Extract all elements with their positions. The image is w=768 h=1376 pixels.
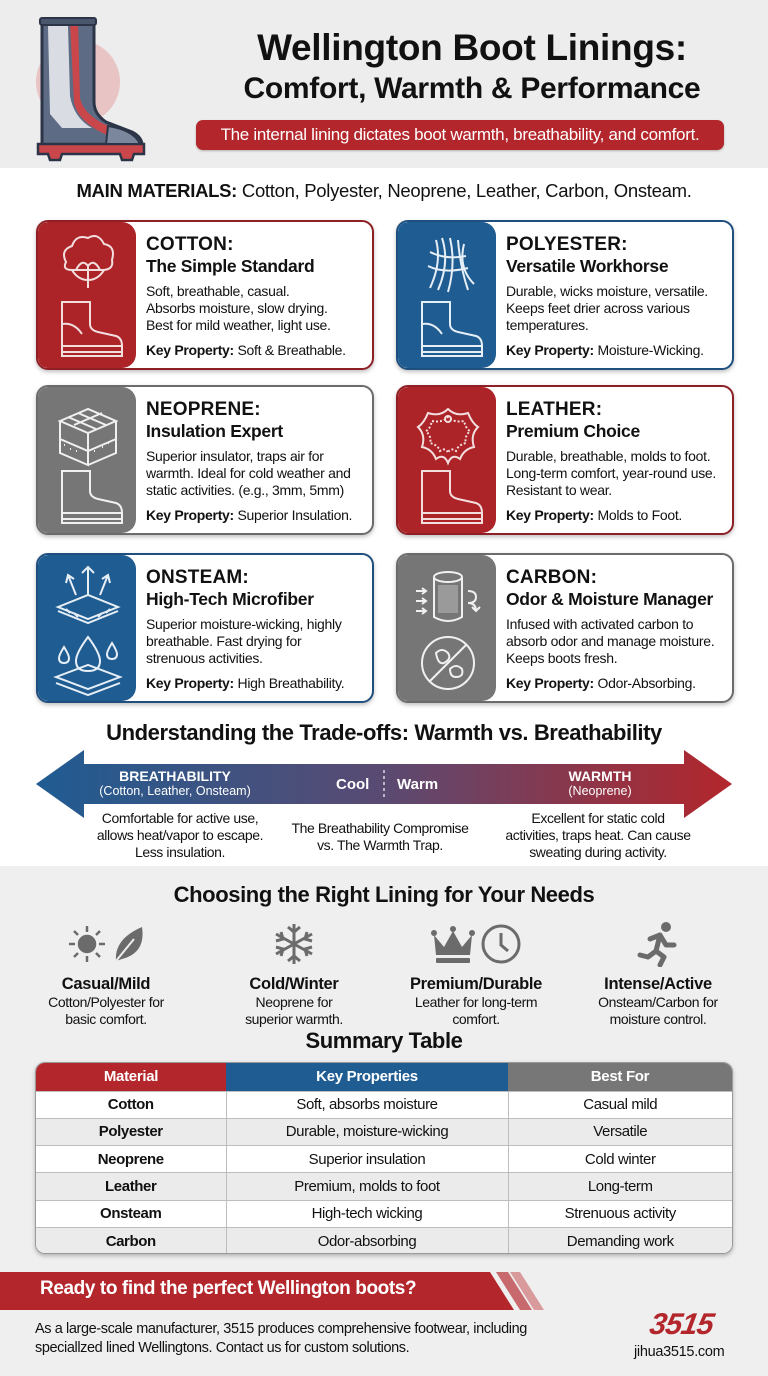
foam-layer-cube-icon — [60, 409, 116, 465]
breathable-membrane-icon — [58, 567, 118, 623]
card-tagline: Insulation Expert — [146, 421, 283, 441]
material-card-cotton — [36, 220, 374, 370]
icon-panel — [398, 387, 496, 533]
card-key-property: Key Property: Moisture-Wicking. — [506, 342, 704, 358]
column-header-key-properties: Key Properties — [226, 1063, 508, 1091]
card-key-property: Key Property: Molds to Foot. — [506, 507, 683, 523]
main-materials-line — [0, 180, 768, 202]
card-tagline: Odor & Moisture Manager — [506, 589, 714, 609]
header — [0, 0, 768, 168]
card-name: COTTON: — [146, 234, 234, 255]
boot-icon — [62, 302, 122, 356]
card-key-property: Key Property: Superior Insulation. — [146, 507, 353, 523]
card-key-property: Key Property: High Breathability. — [146, 675, 345, 691]
fibers-icon — [428, 238, 474, 292]
material-card-neoprene — [36, 385, 374, 535]
brand-logo: 3515 — [647, 1308, 716, 1341]
running-person-icon — [636, 921, 680, 967]
card-name: POLYESTER: — [506, 234, 628, 255]
crown-icon — [430, 923, 476, 965]
card-name: CARBON: — [506, 567, 598, 588]
table-row: Polyester Durable, moisture-wicking Versatile — [36, 1118, 732, 1145]
table-row: Leather Premium, molds to foot Long-term — [36, 1173, 732, 1200]
need-intense-active: Intense/Active Onsteam/Carbon for moisture control. — [578, 916, 738, 1028]
table-header-row — [36, 1063, 732, 1091]
card-description: Superior moisture-wicking, highly breathable. Fast drying for strenuous activities. — [146, 616, 342, 666]
card-tagline: High-Tech Microfiber — [146, 589, 314, 609]
warm-label: Warm — [397, 776, 439, 793]
carbon-filter-icon — [416, 572, 480, 621]
tradeoff-title: Understanding the Trade-offs: Warmth vs. Breathability — [106, 720, 662, 745]
choosing-title: Choosing the Right Lining for Your Needs — [173, 882, 595, 907]
card-description: Superior insulator, traps air for warmth. Ideal for cold weather and static activities. (e.g., 3mm, 5mm) — [146, 448, 351, 498]
card-tagline: Versatile Workhorse — [506, 256, 669, 276]
boot-icon — [422, 302, 482, 356]
column-header-material: Material — [36, 1063, 226, 1091]
table-row: Neoprene Superior insulation Cold winter — [36, 1146, 732, 1173]
leather-hide-icon — [418, 409, 478, 463]
card-tagline: Premium Choice — [506, 421, 640, 441]
icon-panel — [38, 555, 136, 701]
title-line-2: Comfort, Warmth & Performance — [243, 72, 701, 105]
need-cold-winter: Cold/Winter Neoprene for superior warmth. — [214, 916, 374, 1028]
boot-icon — [422, 471, 482, 523]
rubber-boot-icon — [22, 14, 162, 164]
icon-panel — [38, 387, 136, 533]
boot-icon — [62, 471, 122, 523]
card-name: ONSTEAM: — [146, 567, 249, 588]
warmth-label: WARMTH (Neoprene) — [568, 768, 632, 798]
warmth-description: Excellent for static cold activities, traps heat. Can cause sweating during activity. — [505, 810, 691, 860]
cool-label: Cool — [336, 776, 370, 793]
material-card-leather — [396, 385, 734, 535]
summary-title: Summary Table — [305, 1028, 463, 1053]
compromise-description: The Breathability Compromise vs. The Warmth Trap. — [291, 820, 469, 853]
website-link[interactable]: jihua3515.com — [634, 1344, 725, 1360]
material-card-carbon — [396, 553, 734, 703]
card-description: Soft, breathable, casual. Absorbs moisture, slow drying. Best for mild weather, light use. — [146, 283, 331, 333]
breathability-description: Comfortable for active use, allows heat/vapor to escape. Less insulation. — [96, 810, 264, 860]
breathability-label: BREATHABILITY (Cotton, Leather, Onsteam) — [99, 768, 251, 798]
sun-icon — [66, 923, 108, 965]
subtitle-banner: The internal lining dictates boot warmth, breathability, and comfort. — [196, 120, 724, 150]
icon-panel — [398, 222, 496, 368]
card-description: Infused with activated carbon to absorb odor and manage moisture. Keeps boots fresh. — [506, 616, 715, 666]
icon-panel — [398, 555, 496, 701]
column-header-best-for: Best For — [508, 1063, 732, 1091]
icon-panel — [38, 222, 136, 368]
page-title — [192, 26, 752, 108]
card-description: Durable, wicks moisture, versatile. Keeps feet drier across various temperatures. — [506, 283, 708, 333]
summary-table — [35, 1062, 733, 1254]
card-name: NEOPRENE: — [146, 399, 261, 420]
leaf-icon — [112, 923, 146, 965]
material-card-onsteam — [36, 553, 374, 703]
water-drops-icon — [56, 637, 120, 695]
snowflake-icon — [272, 922, 316, 966]
card-tagline: The Simple Standard — [146, 256, 315, 276]
card-description: Durable, breathable, molds to foot. Long-term comfort, year-round use. Resistant to wear. — [506, 448, 717, 498]
main-materials-list: Cotton, Polyester, Neoprene, Leather, Carbon, Onsteam. — [237, 180, 692, 201]
need-premium-durable: Premium/Durable Leather for long-term comfort. — [396, 916, 556, 1028]
company-description: As a large-scale manufacturer, 3515 produces comprehensive footwear, including speciallzed lined Wellingtons. Contact us for custom solutions. — [35, 1321, 527, 1356]
cotton-flower-icon — [64, 236, 113, 288]
main-materials-label: MAIN MATERIALS: — [76, 180, 238, 201]
card-key-property: Key Property: Soft & Breathable. — [146, 342, 346, 358]
no-bacteria-icon — [422, 637, 474, 689]
table-row: Onsteam High-tech wicking Strenuous activity — [36, 1200, 732, 1227]
material-card-polyester — [396, 220, 734, 370]
need-casual-mild: Casual/Mild Cotton/Polyester for basic comfort. — [26, 916, 186, 1028]
card-name: LEATHER: — [506, 399, 603, 420]
cta-headline: Ready to find the perfect Wellington boots? — [40, 1278, 417, 1299]
title-line-1: Wellington Boot Linings: — [257, 27, 687, 68]
table-row: Cotton Soft, absorbs moisture Casual mild — [36, 1091, 732, 1118]
table-row: Carbon Odor-absorbing Demanding work — [36, 1227, 732, 1254]
card-key-property: Key Property: Odor-Absorbing. — [506, 675, 696, 691]
clock-icon — [480, 923, 522, 965]
